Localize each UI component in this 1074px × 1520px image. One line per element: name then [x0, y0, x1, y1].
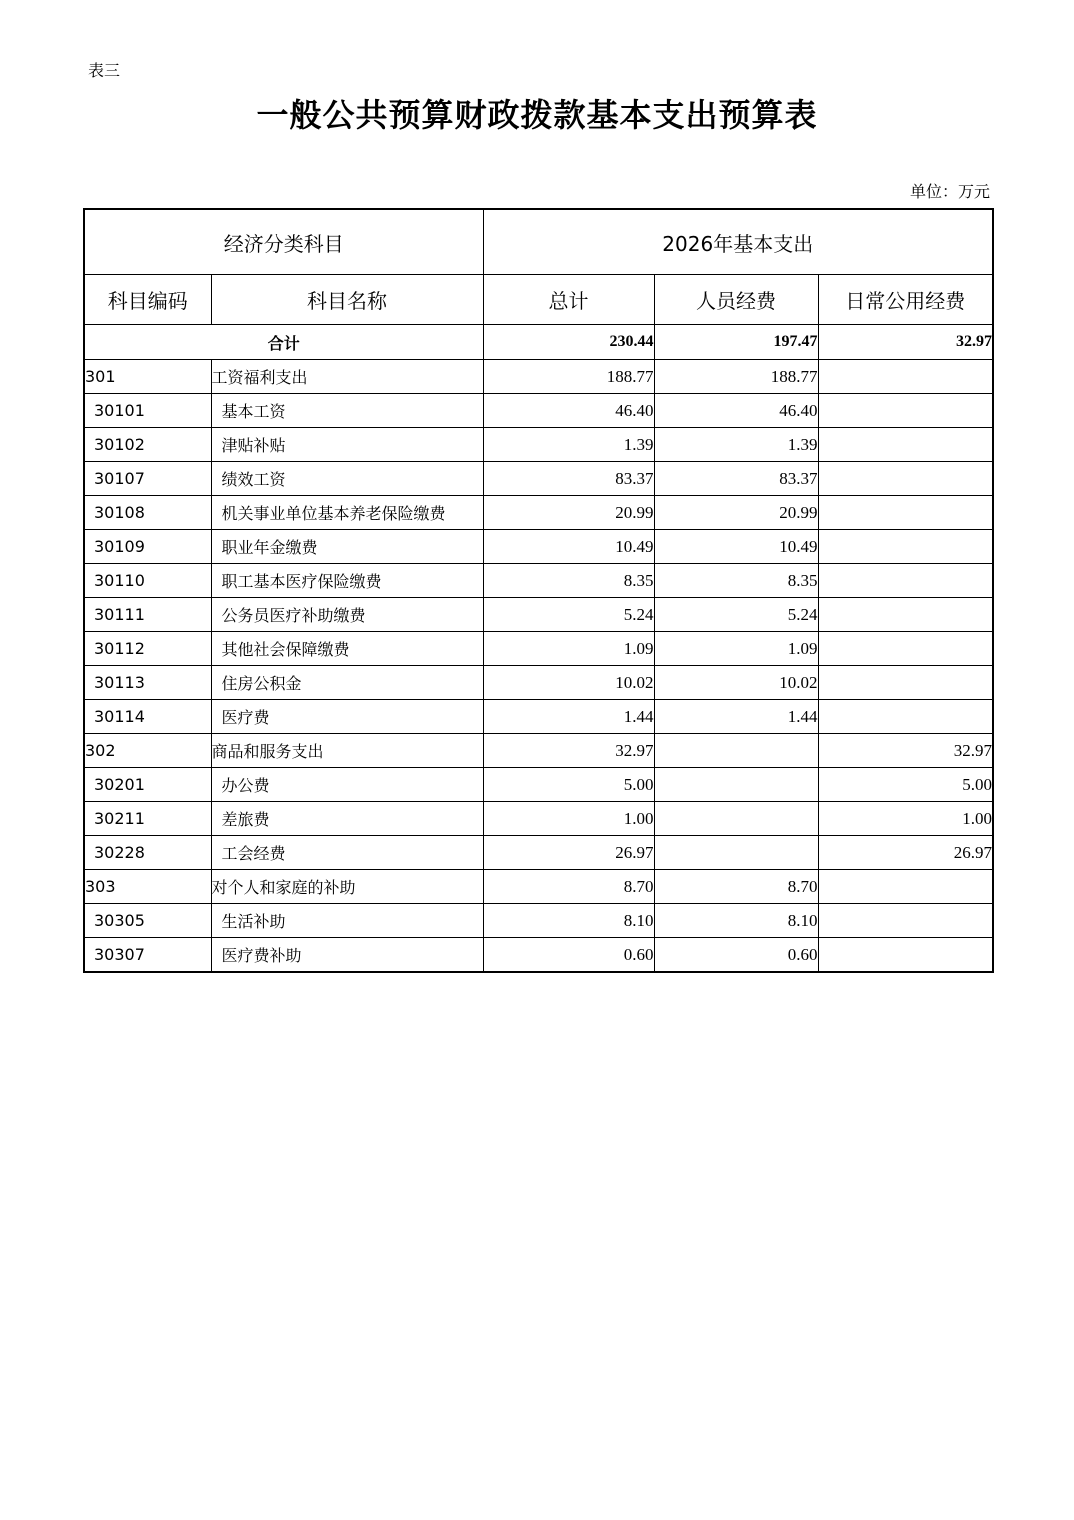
cell-personnel: 188.77	[654, 360, 818, 394]
total-amount: 230.44	[483, 325, 654, 360]
cell-total: 8.35	[483, 564, 654, 598]
cell-personnel: 20.99	[654, 496, 818, 530]
table-row	[84, 428, 993, 462]
cell-personnel: 1.09	[654, 632, 818, 666]
cell-code: 30102	[84, 428, 211, 462]
cell-public	[818, 394, 993, 428]
cell-total: 5.00	[483, 768, 654, 802]
table-row	[84, 768, 993, 802]
cell-public	[818, 632, 993, 666]
cell-total: 46.40	[483, 394, 654, 428]
cell-personnel: 0.60	[654, 938, 818, 973]
table-row	[84, 496, 993, 530]
cell-code: 301	[84, 360, 211, 394]
table-row	[84, 462, 993, 496]
cell-code: 30113	[84, 666, 211, 700]
cell-code: 30108	[84, 496, 211, 530]
cell-personnel: 5.24	[654, 598, 818, 632]
cell-public	[818, 666, 993, 700]
cell-code: 30107	[84, 462, 211, 496]
cell-public	[818, 462, 993, 496]
cell-personnel: 8.10	[654, 904, 818, 938]
table-row	[84, 938, 993, 973]
cell-name: 医疗费	[211, 700, 483, 734]
table-row	[84, 904, 993, 938]
cell-personnel	[654, 734, 818, 768]
table-row	[84, 632, 993, 666]
cell-personnel: 83.37	[654, 462, 818, 496]
cell-public	[818, 598, 993, 632]
cell-total: 10.02	[483, 666, 654, 700]
cell-code: 30305	[84, 904, 211, 938]
cell-public	[818, 496, 993, 530]
header-row-columns	[84, 275, 993, 325]
cell-name: 职工基本医疗保险缴费	[211, 564, 483, 598]
cell-public	[818, 360, 993, 394]
header-total: 总计	[483, 275, 654, 325]
cell-total: 10.49	[483, 530, 654, 564]
cell-personnel: 8.70	[654, 870, 818, 904]
total-row	[84, 325, 993, 360]
table-number: 表三	[88, 61, 121, 80]
cell-code: 30111	[84, 598, 211, 632]
cell-public	[818, 700, 993, 734]
total-personnel: 197.47	[654, 325, 818, 360]
cell-personnel	[654, 802, 818, 836]
cell-name: 差旅费	[211, 802, 483, 836]
table-row	[84, 836, 993, 870]
cell-name: 医疗费补助	[211, 938, 483, 973]
cell-total: 1.00	[483, 802, 654, 836]
cell-code: 30211	[84, 802, 211, 836]
cell-code: 303	[84, 870, 211, 904]
cell-name: 商品和服务支出	[211, 734, 483, 768]
cell-code: 30228	[84, 836, 211, 870]
cell-total: 1.09	[483, 632, 654, 666]
cell-code: 30201	[84, 768, 211, 802]
cell-total: 5.24	[483, 598, 654, 632]
cell-name: 对个人和家庭的补助	[211, 870, 483, 904]
cell-total: 188.77	[483, 360, 654, 394]
header-name: 科目名称	[211, 275, 483, 325]
cell-total: 20.99	[483, 496, 654, 530]
header-row-group	[84, 209, 993, 275]
cell-name: 津贴补贴	[211, 428, 483, 462]
cell-personnel: 8.35	[654, 564, 818, 598]
page-title: 一般公共预算财政拨款基本支出预算表	[256, 96, 818, 134]
header-public: 日常公用经费	[818, 275, 993, 325]
cell-total: 0.60	[483, 938, 654, 973]
cell-name: 其他社会保障缴费	[211, 632, 483, 666]
total-label: 合计	[84, 325, 483, 360]
cell-personnel: 1.44	[654, 700, 818, 734]
table-row	[84, 700, 993, 734]
table-row	[84, 564, 993, 598]
cell-public	[818, 530, 993, 564]
cell-personnel	[654, 836, 818, 870]
unit-label: 单位：万元	[909, 182, 990, 201]
cell-code: 30110	[84, 564, 211, 598]
cell-total: 26.97	[483, 836, 654, 870]
cell-total: 83.37	[483, 462, 654, 496]
cell-name: 公务员医疗补助缴费	[211, 598, 483, 632]
cell-name: 工资福利支出	[211, 360, 483, 394]
cell-code: 30307	[84, 938, 211, 973]
cell-name: 机关事业单位基本养老保险缴费	[211, 496, 483, 530]
cell-public: 1.00	[818, 802, 993, 836]
cell-name: 职业年金缴费	[211, 530, 483, 564]
cell-public	[818, 428, 993, 462]
table-row	[84, 598, 993, 632]
cell-code: 30109	[84, 530, 211, 564]
header-economic-category: 经济分类科目	[84, 209, 483, 275]
cell-total: 32.97	[483, 734, 654, 768]
cell-total: 8.70	[483, 870, 654, 904]
cell-public: 32.97	[818, 734, 993, 768]
cell-public	[818, 904, 993, 938]
cell-name: 办公费	[211, 768, 483, 802]
cell-code: 30112	[84, 632, 211, 666]
table-row	[84, 360, 993, 394]
cell-total: 8.10	[483, 904, 654, 938]
cell-public	[818, 564, 993, 598]
cell-personnel: 10.49	[654, 530, 818, 564]
cell-personnel: 46.40	[654, 394, 818, 428]
table-row	[84, 394, 993, 428]
cell-name: 生活补助	[211, 904, 483, 938]
header-basic-expenditure: 2026年基本支出	[483, 209, 993, 275]
cell-public: 26.97	[818, 836, 993, 870]
cell-public	[818, 870, 993, 904]
cell-name: 基本工资	[211, 394, 483, 428]
table-row	[84, 870, 993, 904]
cell-public	[818, 938, 993, 973]
total-public: 32.97	[818, 325, 993, 360]
table-row	[84, 734, 993, 768]
cell-personnel: 1.39	[654, 428, 818, 462]
header-code: 科目编码	[84, 275, 211, 325]
cell-code: 30101	[84, 394, 211, 428]
cell-personnel	[654, 768, 818, 802]
cell-code: 302	[84, 734, 211, 768]
cell-public: 5.00	[818, 768, 993, 802]
cell-name: 绩效工资	[211, 462, 483, 496]
cell-total: 1.44	[483, 700, 654, 734]
table-row	[84, 530, 993, 564]
budget-table	[83, 208, 994, 973]
table-row	[84, 802, 993, 836]
cell-total: 1.39	[483, 428, 654, 462]
table-row	[84, 666, 993, 700]
header-personnel: 人员经费	[654, 275, 818, 325]
cell-personnel: 10.02	[654, 666, 818, 700]
cell-name: 住房公积金	[211, 666, 483, 700]
cell-name: 工会经费	[211, 836, 483, 870]
cell-code: 30114	[84, 700, 211, 734]
